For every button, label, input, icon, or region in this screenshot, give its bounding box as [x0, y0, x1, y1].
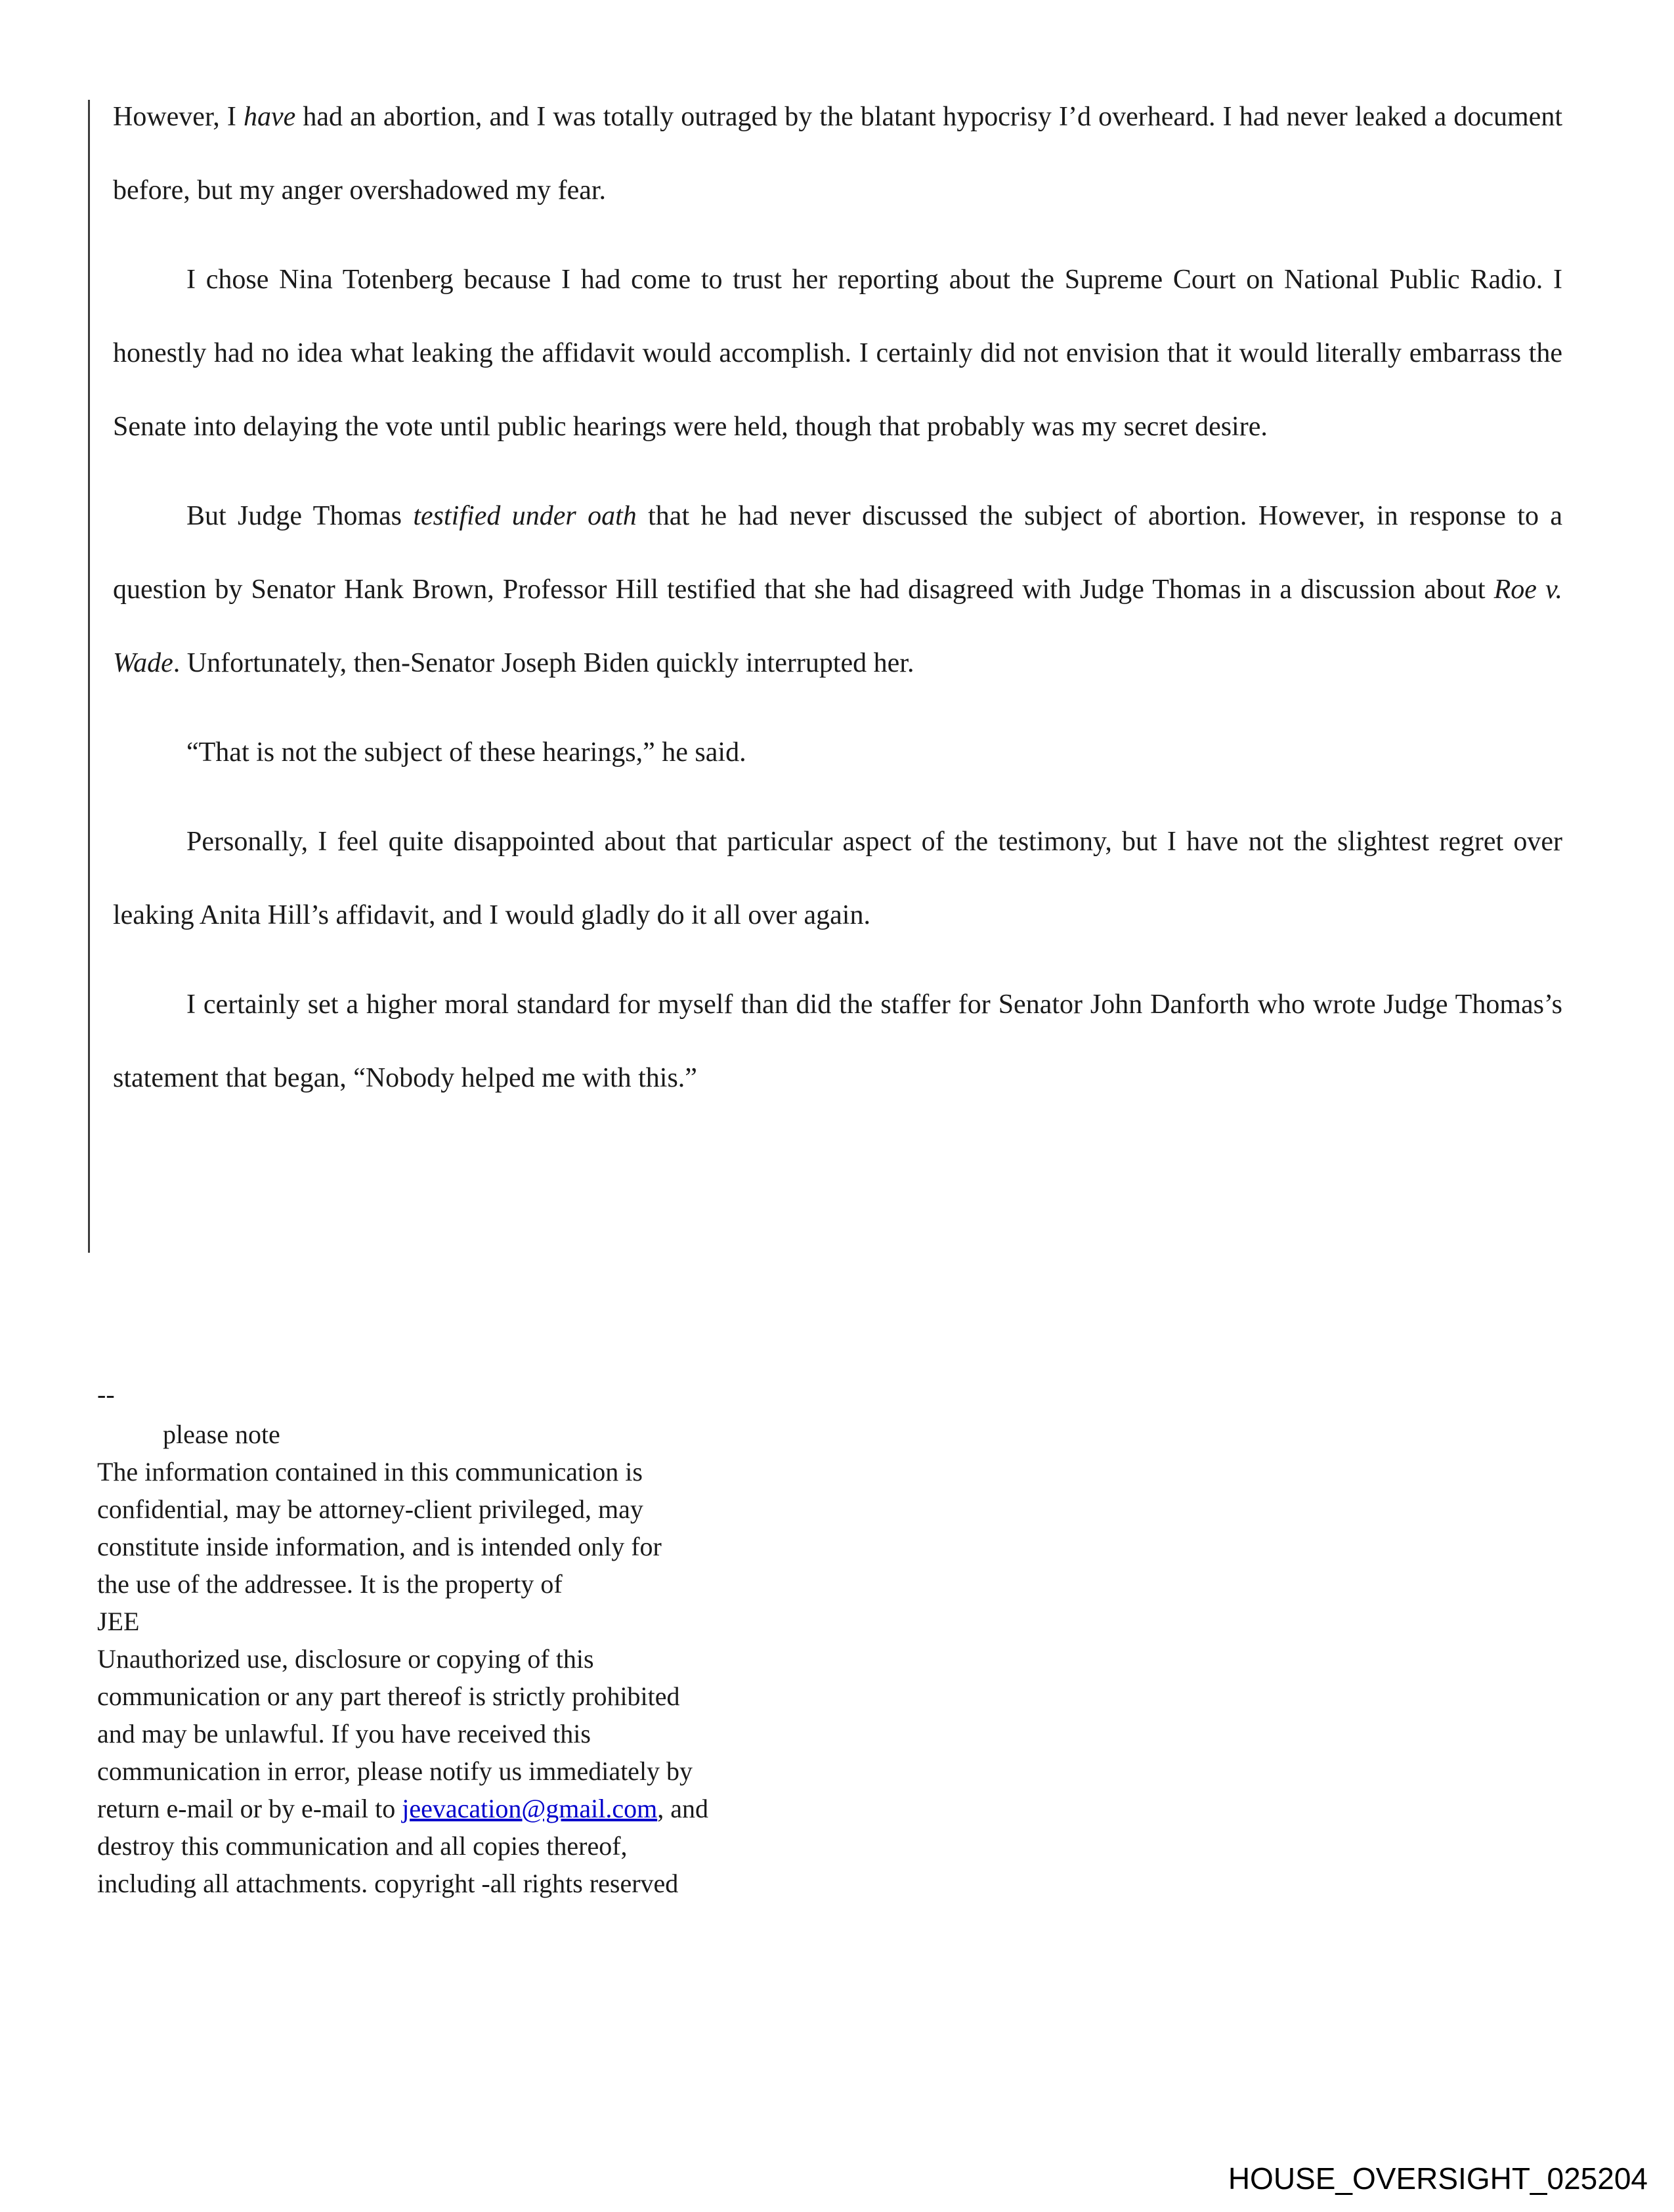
disclaimer-line: constitute inside information, and is intended only for — [97, 1532, 662, 1561]
paragraph-2: I chose Nina Totenberg because I had come to trust her reporting about the Supreme Court on National Public Radio. I honestly had no idea what leaking the affidavit would accomplish. I certainly did not envision that it would literally embarrass the Senate into delaying the vote until public hearings were held, though that probably was my secret desire. — [113, 265, 1562, 442]
paragraph-3 — [113, 479, 1562, 700]
signature-note-label: please note — [163, 1420, 280, 1449]
paragraph-6: I certainly set a higher moral standard for myself than did the staffer for Senator John Danforth who wrote Judge Thomas’s statement that began, “Nobody helped me with this.” — [113, 989, 1562, 1093]
body-text — [113, 80, 1562, 1131]
paragraph-1 — [113, 80, 1562, 227]
email-quote-bar — [88, 100, 90, 1253]
paragraph-4: “That is not the subject of these hearings,” he said. — [186, 737, 746, 768]
email-link[interactable]: jeevacation@gmail.com — [402, 1794, 658, 1823]
disclaimer-line-with-email — [97, 1790, 885, 1827]
paragraph-text: that he had never discussed the subject of abortion. However, in response to a question by Senator Hank Brown, Professor Hill testified that she had disagreed with Judge Thomas in a discussion about — [113, 501, 1562, 605]
disclaimer-line: and may be unlawful. If you have received this — [97, 1719, 591, 1748]
disclaimer-line: Unauthorized use, disclosure or copying of this — [97, 1644, 594, 1674]
paragraph-5: Personally, I feel quite disappointed about that particular aspect of the testimony, but I have not the slightest regret over leaking Anita Hill’s affidavit, and I would gladly do it all over again. — [113, 827, 1562, 930]
paragraph-text: However, I — [113, 102, 244, 132]
paragraph-text: But Judge Thomas — [186, 501, 414, 531]
paragraph-text: had an abortion, and I was totally outraged by the blatant hypocrisy I’d overheard. I had never leaked a document before, but my anger overshadowed my fear. — [113, 102, 1562, 206]
paragraph-text-italic: testified under oath — [413, 501, 637, 531]
disclaimer-line: destroy this communication and all copies thereof, — [97, 1831, 628, 1861]
signature-separator: -- — [97, 1379, 115, 1409]
disclaimer-text: , and — [657, 1794, 708, 1823]
disclaimer-line: including all attachments. copyright -all rights reserved — [97, 1869, 679, 1898]
bates-number: HOUSE_OVERSIGHT_025204 — [1228, 2161, 1648, 2196]
disclaimer-line: the use of the addressee. It is the property of — [97, 1569, 563, 1599]
disclaimer-text: return e-mail or by e-mail to — [97, 1794, 402, 1823]
disclaimer-line: JEE — [97, 1607, 140, 1636]
disclaimer-line: communication in error, please notify us immediately by — [97, 1756, 693, 1786]
paragraph-text-italic: have — [243, 102, 296, 132]
disclaimer-line: The information contained in this communication is — [97, 1457, 643, 1486]
email-signature-block — [97, 1376, 885, 1902]
paragraph-text: . Unfortunately, then-Senator Joseph Biden quickly interrupted her. — [173, 648, 914, 678]
paragraph-text-italic: Roe v. Wade — [113, 575, 1562, 678]
disclaimer-line: confidential, may be attorney-client privileged, may — [97, 1494, 643, 1524]
disclaimer-line: communication or any part thereof is strictly prohibited — [97, 1681, 680, 1711]
